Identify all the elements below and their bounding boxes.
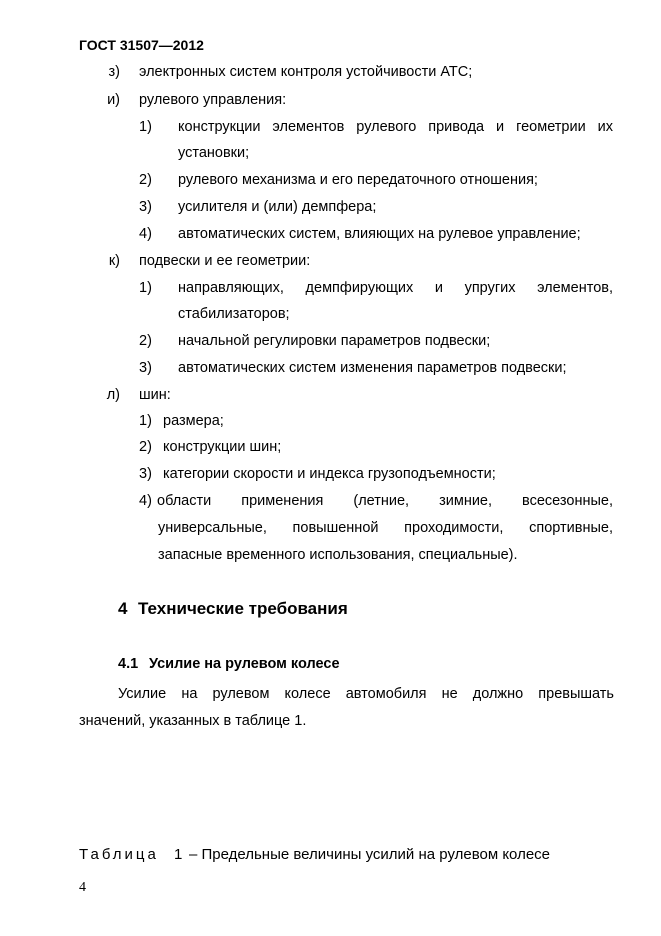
sublist-item-text-continued: стабилизаторов; (178, 306, 290, 322)
section-title: Технические требования (138, 599, 348, 618)
sublist-item-text: категории скорости и индекса грузоподъемности; (163, 466, 496, 482)
sublist-item-text: направляющих, демпфирующих и упругих элементов, (178, 280, 613, 296)
page-number: 4 (79, 880, 86, 895)
sublist-item-text-continued: универсальные, повышенной проходимости, спортивные, (158, 520, 613, 536)
sublist-marker: 1) (139, 413, 152, 429)
sublist-marker: 4) (139, 493, 152, 509)
paragraph-line: значений, указанных в таблице 1. (79, 713, 307, 729)
list-marker-i: и) (107, 92, 120, 108)
sublist-item-text: области применения (летние, зимние, всесезонные, (157, 493, 613, 509)
document-code: ГОСТ 31507—2012 (79, 37, 204, 53)
list-item-l-text: шин: (139, 387, 171, 403)
sublist-marker: 2) (139, 333, 152, 349)
list-marker-k: к) (108, 253, 120, 269)
table-caption-text: – Предельные величины усилий на рулевом колесе (189, 846, 551, 863)
table-caption-number: 1 (174, 846, 183, 863)
sublist-marker: 2) (139, 439, 152, 455)
subsection-number: 4.1 (118, 656, 139, 672)
sublist-marker: 2) (139, 172, 152, 188)
subsection-title: Усилие на рулевом колесе (149, 656, 340, 672)
sublist-marker: 3) (139, 360, 152, 376)
sublist-item-text: автоматических систем, влияющих на рулевое управление; (178, 226, 581, 242)
sublist-item-text: рулевого механизма и его передаточного отношения; (178, 172, 538, 188)
sublist-item-text: конструкции элементов рулевого привода и геометрии их (178, 119, 613, 135)
sublist-marker: 3) (139, 199, 152, 215)
sublist-marker: 1) (139, 280, 152, 296)
list-item-i-text: рулевого управления: (139, 92, 287, 108)
section-number: 4 (118, 599, 128, 618)
sublist-marker: 4) (139, 226, 152, 242)
sublist-item-text: размера; (163, 413, 224, 429)
table-caption-label: Таблица (79, 846, 159, 863)
list-marker-z: з) (108, 64, 120, 80)
sublist-marker: 3) (139, 466, 152, 482)
sublist-item-text: конструкции шин; (163, 439, 282, 455)
list-item-z-text: электронных систем контроля устойчивости АТС; (139, 64, 473, 80)
paragraph-line: Усилие на рулевом колесе автомобиля не должно превышать (118, 686, 614, 702)
sublist-item-text-continued: установки; (178, 145, 250, 161)
sublist-marker: 1) (139, 119, 152, 135)
sublist-item-text: начальной регулировки параметров подвески; (178, 333, 491, 349)
sublist-item-text: усилителя и (или) демпфера; (178, 199, 377, 215)
list-item-k-text: подвески и ее геометрии: (139, 253, 311, 269)
list-marker-l: л) (106, 387, 120, 403)
sublist-item-text: автоматических систем изменения параметров подвески; (178, 360, 567, 376)
sublist-item-text-continued: запасные временного использования, специальные). (158, 547, 518, 563)
